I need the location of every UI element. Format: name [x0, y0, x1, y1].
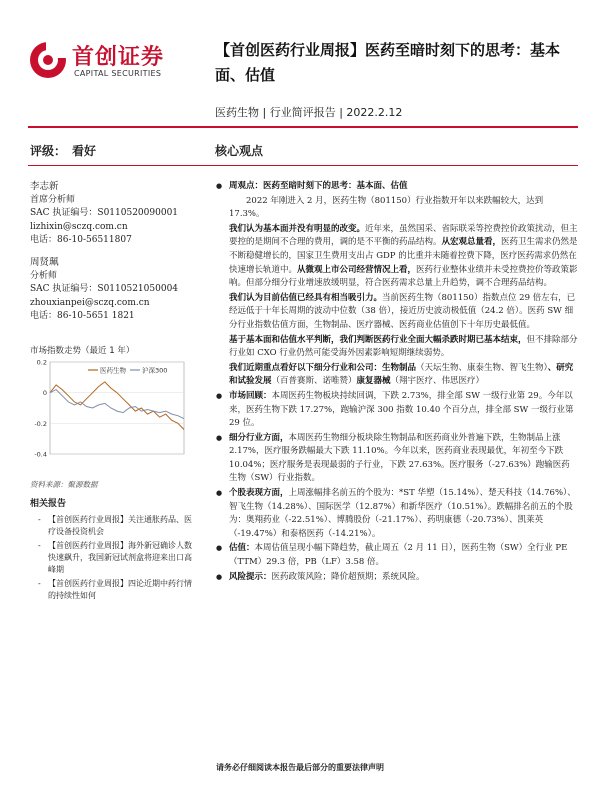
company-logo	[28, 36, 198, 86]
logo-name-en: CAPITAL SECURITIES	[74, 69, 162, 78]
picks-bold: 、研究和试验发展	[229, 362, 574, 387]
fundamentals-para	[215, 223, 578, 291]
related-item[interactable]: - 【首创医药行业周报】海外新冠确诊人数快速飙升，我国新冠试剂盒将迎来出口高峰期	[38, 540, 198, 576]
picks-text: （天坛生物、康泰生物、智飞生物）	[416, 362, 548, 373]
analyst-name: 周贤珮	[30, 257, 59, 268]
bullet-subsector	[215, 432, 578, 486]
stocks-text: 上周涨幅排名前五的个股为：*ST 华塑（15.14%）、楚天科技（14.76%）、智飞生物（14.28%）、国际医学（12.87%）和新华医疗（10.51%）。跌幅排名前五的个股为：奥翔药业（-22.51%）、博腾股份（-21.17%）、药明康德（-20.73%）、凯莱英（-19.47%）和泰格医药（-14.21%）。	[229, 488, 576, 539]
valuation-detail: 本周估值呈现小幅下降趋势，截止周五（2 月 11 日），医药生物（SW）全行业 PE（TTM）29.3 倍，PB（LF）3.58 倍。	[229, 543, 568, 568]
valuation-bold: 我们认为目前估值已经具有相当吸引力。	[229, 292, 383, 303]
chart-y-tick: -0.4	[34, 450, 47, 459]
logo-mark-icon	[28, 40, 68, 80]
analyst-card	[30, 180, 210, 248]
rating-value: 看好	[72, 144, 97, 158]
related-title: 相关报告	[30, 499, 67, 509]
related-item[interactable]: - 【首创医药行业周报】关注通胀药品、医疗设备投资机会	[38, 514, 198, 538]
analyst-role: 分析师	[30, 270, 58, 281]
picks-text: （翔宇医疗、伟思医疗）	[390, 376, 485, 387]
analyst-role: 首席分析师	[30, 194, 76, 205]
chart-legend-label: 医药生物	[100, 366, 126, 375]
analyst-phone: 电话：86-10-5651 1821	[30, 311, 135, 321]
market-index-chart	[28, 356, 188, 466]
analyst-phone: 电话：86-10-56511807	[30, 235, 132, 245]
picks-text: （百普赛斯、诺唯赞）	[271, 376, 357, 387]
report-title: 【首创医药行业周报】医药至暗时刻下的思考：基本面、估值	[215, 41, 561, 84]
analyst-email: zhouxianpei@sczq.com.cn	[30, 297, 150, 308]
market-review-head: 市场回顾：	[229, 390, 272, 401]
micro-text: 医药行业整体业绩并未受控费控价等政策影响。但部分细分行业增速放缓明显，符合医药需求总量上升趋势，调不合理药品结构。	[229, 264, 578, 289]
fundamentals-bold: 我们认为基本面并没有明显的改变。	[229, 223, 366, 234]
subsector-head: 细分行业方面，	[229, 432, 289, 443]
analyst-license: SAC 执证编号：S0110521050004	[30, 284, 179, 294]
judgement-bold: 基于基本面和估值水平判断，我们判断医药行业全面大幅杀跌时期已基本结束，	[229, 334, 527, 345]
analyst-email: lizhixin@sczq.com.cn	[30, 221, 128, 232]
valuation-text: 当前医药生物（801150）指数点位 29 倍左右，已经远低于十年长周期的波动中位数（38 倍），接近历史波动极低值（24.2 倍）。医药 SW 细分行业指数估值方面，生物制品、医疗器械、医药商业估值创下十年历史最低值。	[229, 292, 576, 330]
bullet-weekly-view	[215, 180, 578, 194]
stocks-head: 个股表现方面，	[229, 488, 289, 499]
weekly-view-head: 周观点：医药至暗时刻下的思考：基本面、估值	[229, 181, 408, 191]
chart-series-line	[50, 390, 184, 419]
chart-title: 市场指数走势（最近 1 年）	[30, 346, 135, 356]
analyst-card	[30, 256, 210, 324]
micro-bold: 从微观上市公司经营情况上看，	[297, 264, 417, 275]
chart-y-tick: 0.2	[36, 358, 47, 367]
macro-text: 医药卫生需求仍然是不断稳健增长的，国家卫生费用支出占 GDP 的比重并未随着控费下降，医疗医药需求仍然在快速增长轨道中。	[229, 237, 578, 275]
weekly-view-text: 2022 年刚进入 2 月，医药生物（801150）行业指数开年以来跌幅较大，达到 17.3%。	[229, 195, 544, 220]
risk-text: 医药政策风险；降价超预期；系统风险。	[271, 571, 425, 582]
chart-legend-label: 沪深300	[142, 366, 168, 375]
core-title: 核心观点	[215, 144, 264, 158]
macro-bold: 从宏观总量看，	[441, 237, 502, 248]
bullet-risk	[215, 571, 578, 585]
report-subtitle: 医药生物 | 行业简评报告 | 2022.2.12	[215, 106, 403, 119]
picks-bold: 我们近期重点看好以下细分行业和公司：生物制品	[229, 362, 417, 373]
picks-para	[215, 362, 578, 389]
analyst-license: SAC 执证编号：S0110520090001	[30, 208, 179, 218]
picks-bold: 康复器械	[356, 376, 391, 387]
chart-source: 资料来源：聚源数据	[30, 480, 98, 489]
judgement-para	[215, 334, 578, 361]
market-review-text: 本周医药生物板块持续回调，下跌 2.73%，排全部 SW 一级行业第 29。今年以来，医药生物下跌 17.27%，跑输沪深 300 指数 10.40 个百分点，排全部 SW 一级行业第 29 位。	[229, 390, 574, 429]
subsector-text: 本周医药生物细分板块除生物制品和医药商业外普遍下跌，生物制品上涨 2.17%，医疗服务跌幅最大下跌 11.10%。今年以来，医药商业表现最优，年初至今下跌 10.04%；医疗服务是表现最弱的子行业，下跌 27.63%。医疗服务（-27.63%）跑输医药生物（SW）行业指数。	[229, 432, 570, 484]
valuation-para	[215, 292, 578, 333]
fundamentals-text: 近年来，虽然国采、省际联采等控费控价政策扰动，但主要控的是期间不合理的费用，调的是不平衡的药品结构。	[229, 223, 578, 248]
risk-head: 风险提示：	[229, 571, 272, 582]
section-divider	[28, 165, 578, 166]
report-body	[215, 180, 578, 585]
rating-label: 评级：	[30, 144, 67, 158]
related-item[interactable]: - 【首创医药行业周报】四论近期中药行情的持续性如何	[38, 578, 198, 602]
logo-name: 首创证券	[72, 45, 165, 70]
bullet-stocks	[215, 487, 578, 541]
analyst-name: 李志新	[30, 181, 59, 192]
chart-y-tick: 0	[42, 389, 47, 398]
chart-y-tick: -0.2	[34, 419, 47, 428]
related-list	[38, 514, 198, 604]
rating	[30, 142, 96, 159]
bullet-valuation	[215, 542, 578, 569]
legal-footer: 请务必仔细阅读本报告最后部分的重要法律声明	[216, 762, 384, 772]
header-divider	[28, 126, 578, 128]
judgement-text: 但不排除部分行业如 CXO 行业仍然可能受海外因素影响短期继续弱势。	[229, 334, 578, 359]
chart-series-line	[50, 382, 184, 430]
valuation-head: 估值：	[229, 543, 255, 554]
bullet-market-review	[215, 390, 578, 431]
chart-frame	[50, 362, 184, 454]
